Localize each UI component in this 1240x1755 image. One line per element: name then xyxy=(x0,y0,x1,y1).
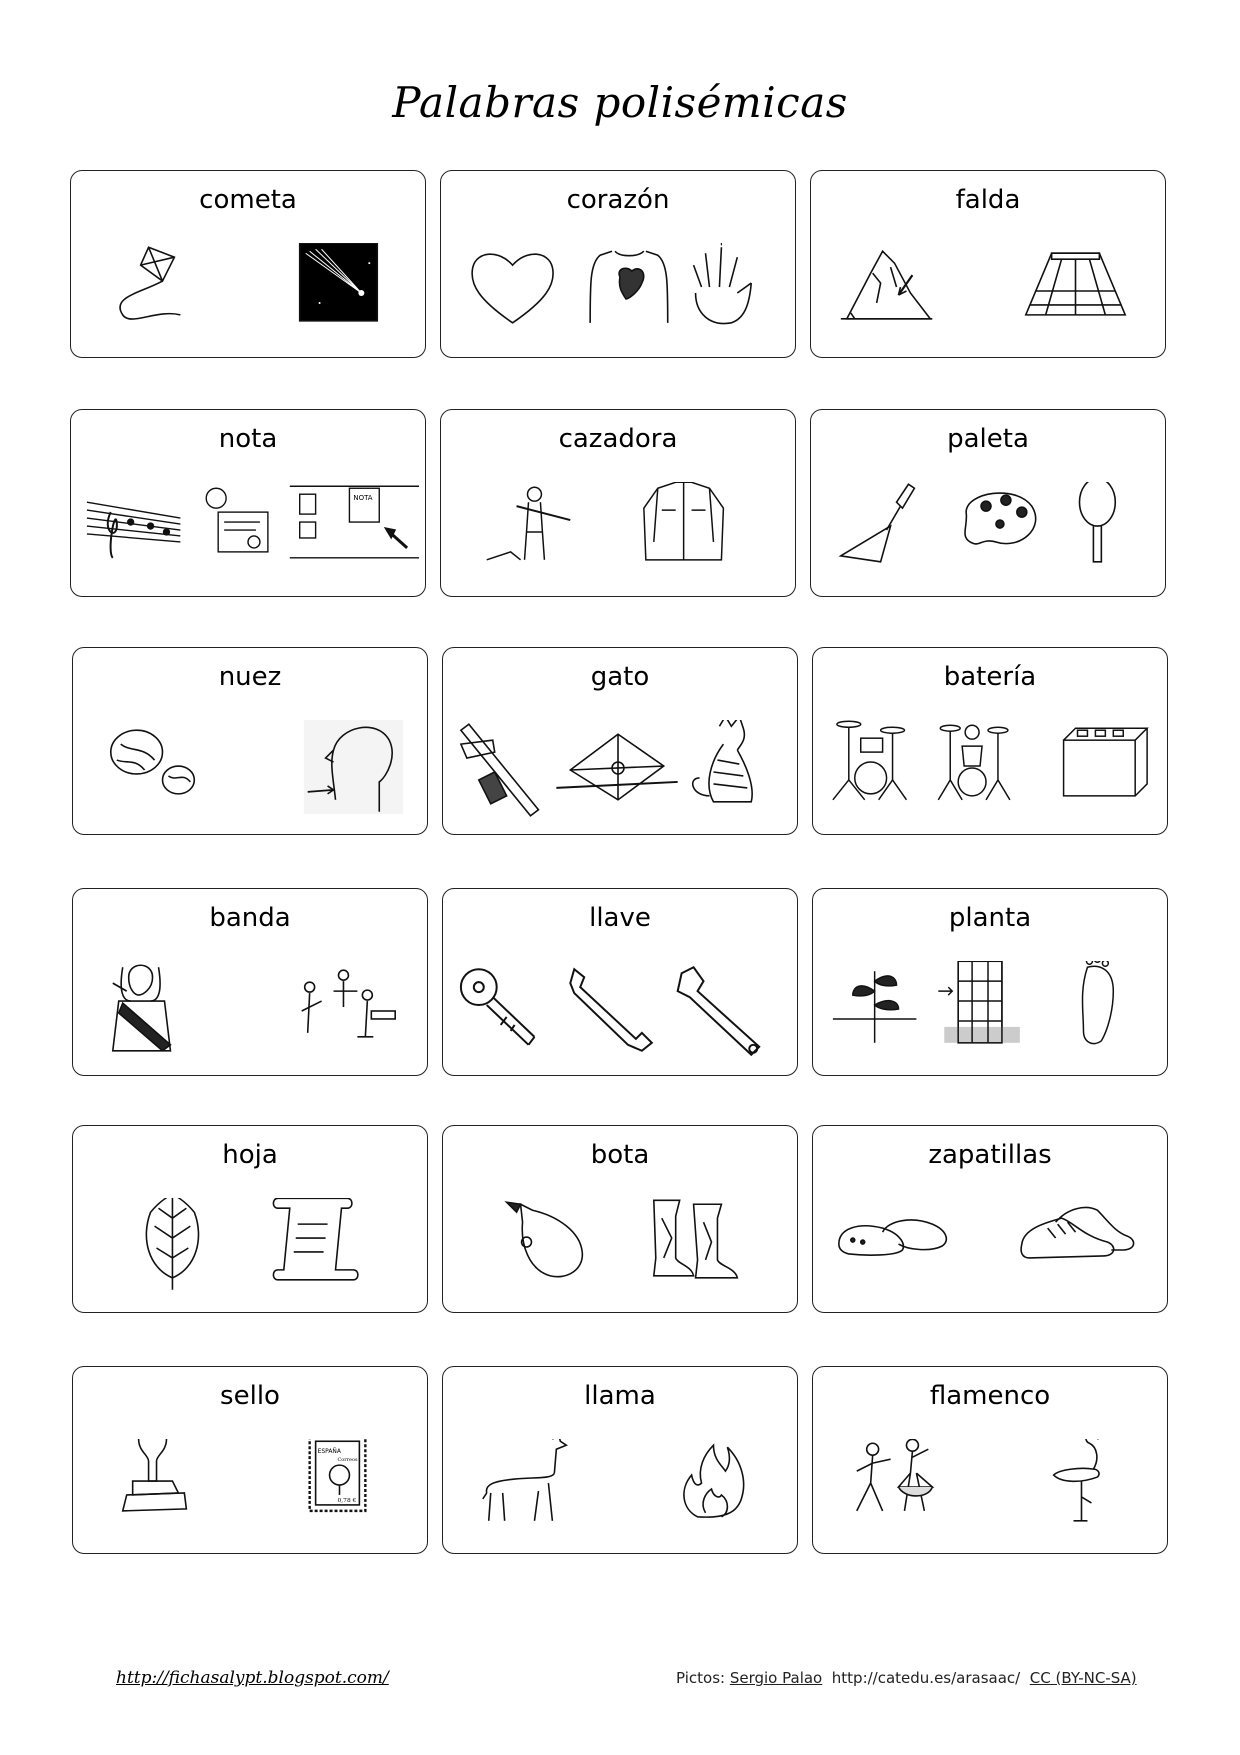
word-card xyxy=(72,1125,428,1313)
page-title: Palabras polisémicas xyxy=(392,78,848,127)
music-notes-icon xyxy=(87,502,180,558)
flame-icon xyxy=(684,1445,744,1517)
word-label: sello xyxy=(220,1381,280,1411)
paper-scroll-icon xyxy=(273,1198,358,1280)
word-card xyxy=(442,647,798,835)
word-card xyxy=(442,1366,798,1554)
stamp-country: ESPAÑA xyxy=(317,1448,341,1456)
wine-bota-icon xyxy=(507,1202,583,1276)
word-card xyxy=(72,647,428,835)
word-label: zapatillas xyxy=(928,1140,1052,1170)
rubber-stamp-icon xyxy=(123,1439,187,1511)
boots-icon xyxy=(654,1200,738,1278)
postage-stamp-icon xyxy=(310,1439,366,1511)
notice-label: NOTA xyxy=(353,494,373,503)
word-card xyxy=(812,888,1168,1076)
paint-palette-icon xyxy=(965,493,1036,544)
word-card xyxy=(442,888,798,1076)
word-card xyxy=(440,170,796,358)
slippers-icon xyxy=(839,1220,946,1255)
word-card xyxy=(70,170,426,358)
word-card xyxy=(810,409,1166,597)
notice-board-icon xyxy=(290,486,419,558)
word-label: planta xyxy=(948,903,1032,933)
heart-organ-icon xyxy=(590,251,668,323)
sneakers-icon xyxy=(1021,1208,1133,1258)
drummer-icon xyxy=(938,725,1010,800)
word-card xyxy=(72,888,428,1076)
credits xyxy=(676,1669,1137,1687)
author-link[interactable]: Sergio Palao xyxy=(729,1669,823,1687)
word-label: cometa xyxy=(199,185,297,215)
grade-icon xyxy=(206,488,268,552)
llama-animal-icon xyxy=(483,1439,567,1521)
word-label: paleta xyxy=(947,424,1029,454)
word-label: batería xyxy=(943,662,1037,692)
clamp-icon xyxy=(461,724,539,815)
sash-icon xyxy=(113,965,171,1051)
comet-icon xyxy=(300,243,378,321)
word-card xyxy=(442,1125,798,1313)
flamenco-dancers-icon xyxy=(857,1439,933,1511)
pictos-label: Pictos: xyxy=(676,1669,726,1687)
key-icon xyxy=(461,969,535,1045)
drum-kit-icon xyxy=(833,721,907,800)
plant-icon xyxy=(833,971,917,1043)
paddle-icon xyxy=(1079,482,1115,562)
site-link[interactable]: http://fichasalypt.blogspot.com/ xyxy=(116,1668,389,1688)
skirt-icon xyxy=(1026,253,1125,315)
word-card xyxy=(72,1366,428,1554)
word-label: bota xyxy=(590,1140,650,1170)
stamp-price: 0,78 € xyxy=(337,1496,357,1504)
car-jack-icon xyxy=(556,734,677,800)
word-label: corazón xyxy=(566,185,670,215)
word-label: cazadora xyxy=(558,424,678,454)
word-card xyxy=(810,170,1166,358)
license-link[interactable]: CC (BY-NC-SA) xyxy=(1029,1669,1137,1687)
stamp-mail: Correos xyxy=(337,1457,358,1464)
kite-icon xyxy=(120,247,180,319)
jacket-icon xyxy=(644,482,724,560)
foot-sole-icon xyxy=(1082,961,1113,1044)
cat-icon xyxy=(693,720,752,802)
word-card xyxy=(812,1125,1168,1313)
word-card xyxy=(812,647,1168,835)
word-label: nota xyxy=(218,424,278,454)
word-card xyxy=(812,1366,1168,1554)
word-card xyxy=(440,409,796,597)
mountain-slope-icon xyxy=(841,251,932,319)
car-battery-icon xyxy=(1064,728,1148,796)
adams-apple-icon xyxy=(304,720,403,814)
middle-finger-icon xyxy=(694,243,752,324)
leaf-icon xyxy=(146,1198,198,1290)
trowel-icon xyxy=(841,484,915,562)
word-label: llama xyxy=(584,1381,656,1411)
building-floor-icon xyxy=(938,961,1020,1043)
word-label: banda xyxy=(209,903,291,933)
hunter-icon xyxy=(487,487,571,560)
word-card xyxy=(70,409,426,597)
adjustable-wrench-icon xyxy=(678,967,760,1055)
wrench-icon xyxy=(570,969,652,1051)
walnut-icon xyxy=(111,730,195,794)
word-label: nuez xyxy=(218,662,282,692)
flamingo-icon xyxy=(1054,1439,1102,1521)
word-label: gato xyxy=(590,662,650,692)
music-band-icon xyxy=(302,970,395,1037)
word-label: hoja xyxy=(222,1140,278,1170)
source-link[interactable]: http://catedu.es/arasaac/ xyxy=(831,1669,1021,1687)
word-label: llave xyxy=(589,903,651,933)
heart-icon xyxy=(472,254,553,323)
word-label: falda xyxy=(955,185,1021,215)
word-label: flamenco xyxy=(929,1381,1051,1411)
